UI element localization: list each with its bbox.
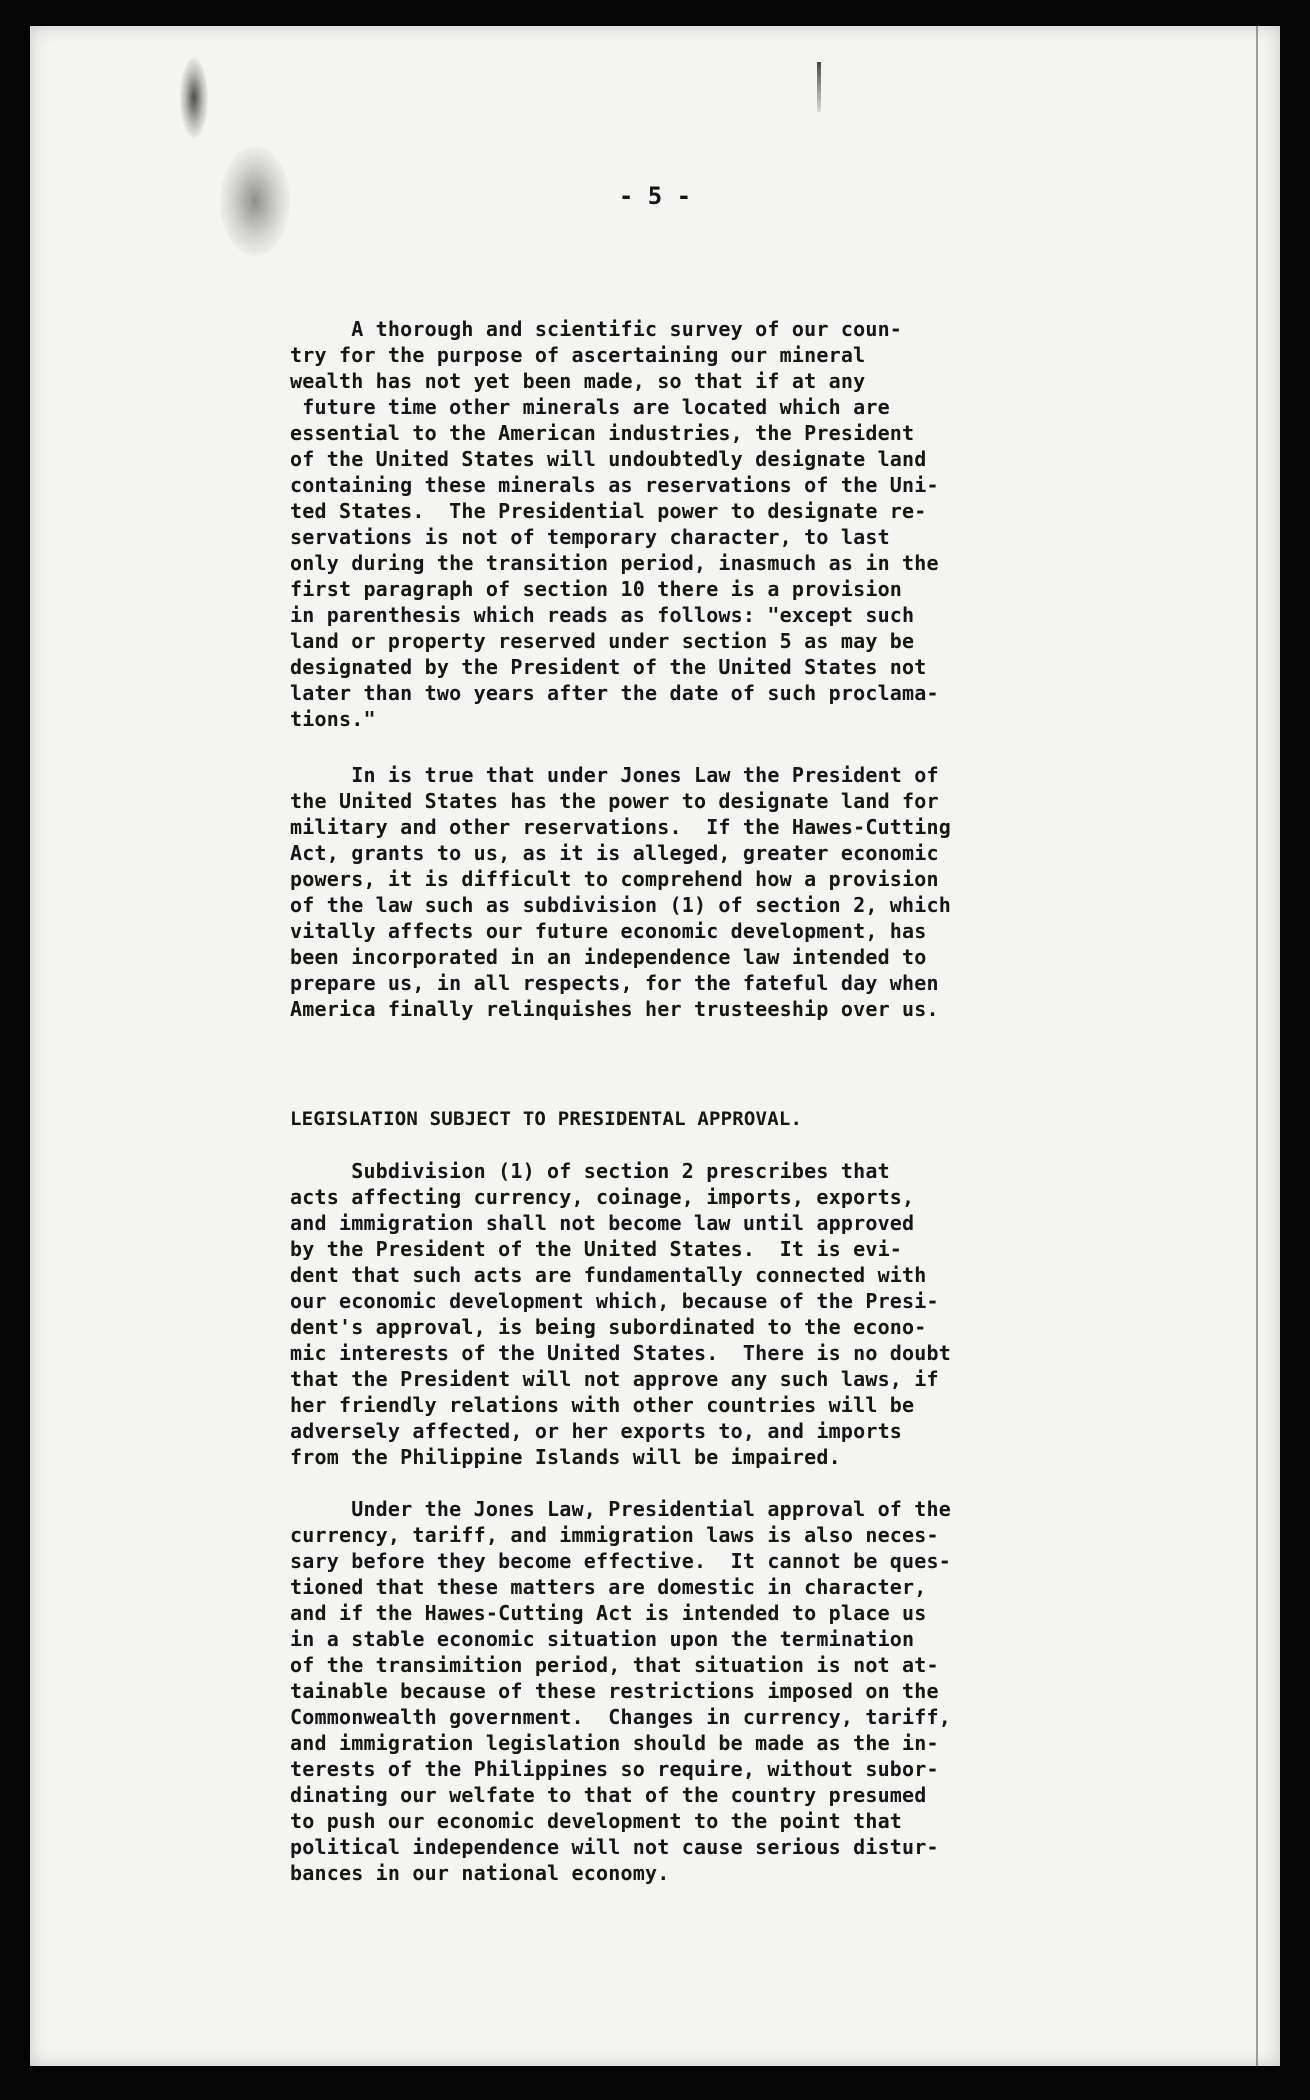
ink-smudge bbox=[180, 58, 208, 138]
page-number: - 5 - bbox=[618, 182, 692, 210]
section-heading: LEGISLATION SUBJECT TO PRESIDENTAL APPROVAL. bbox=[290, 1108, 803, 1130]
ink-mark bbox=[817, 62, 821, 112]
paragraph-mineral-survey: A thorough and scientific survey of our coun- try for the purpose of ascertaining our mineral wealth has not yet been made, so that if at any future time other minerals are located which are essential to the American industries, the President of the United States will undoubtedly designate land containing these minerals as reservations of the Uni- ted States. The Presidential power to designate re- servations is not of temporary character, to last only during the transition period, inasmuch as in the first paragraph of section 10 there is a provision in parenthesis which reads as follows: "except such land or property reserved under section 5 as may be designated by the President of the United States not later than two years after the date of such proclama- tions." bbox=[290, 317, 939, 731]
paragraph-presidential-approval: Under the Jones Law, Presidential approval of the currency, tariff, and immigration laws is also neces- sary before they become effective. It cannot be ques- tioned that these matters are domestic in character, and if the Hawes-Cutting Act is intended to place us in a stable economic situation upon the termination of the transimition period, that situation is not at- tainable because of these restrictions imposed on the Commonwealth government. Changes in currency, tariff, and immigration legislation should be made as the in- terests of the Philippines so require, without subor- dinating our welfate to that of the country presumed to push our economic development to the point that political independence will not cause serious distur- bances in our national economy. bbox=[290, 1497, 952, 1885]
paragraph-jones-law-reservations: In is true that under Jones Law the President of the United States has the power to designate land for military and other reservations. If the Hawes-Cutting Act, grants to us, as it is alleged, greater economic powers, it is difficult to comprehend how a provision of the law such as subdivision (1) of section 2, which vitally affects our future economic development, has been incorporated in an independence law intended to prepare us, in all respects, for the fateful day when America finally relinquishes her trusteeship over us. bbox=[290, 763, 952, 1021]
document-page bbox=[30, 26, 1280, 2066]
page-edge-line bbox=[1256, 26, 1258, 2066]
paragraph-subdivision-one: Subdivision (1) of section 2 prescribes that acts affecting currency, coinage, imports, exports, and immigration shall not become law until approved by the President of the United States. It is evi- dent that such acts are fundamentally connected with our economic development which, because of the Presi- dent's approval, is being subordinated to the econo- mic interests of the United States. There is no doubt that the President will not approve any such laws, if her friendly relations with other countries will be adversely affected, or her exports to, and imports from the Philippine Islands will be impaired. bbox=[290, 1159, 952, 1469]
